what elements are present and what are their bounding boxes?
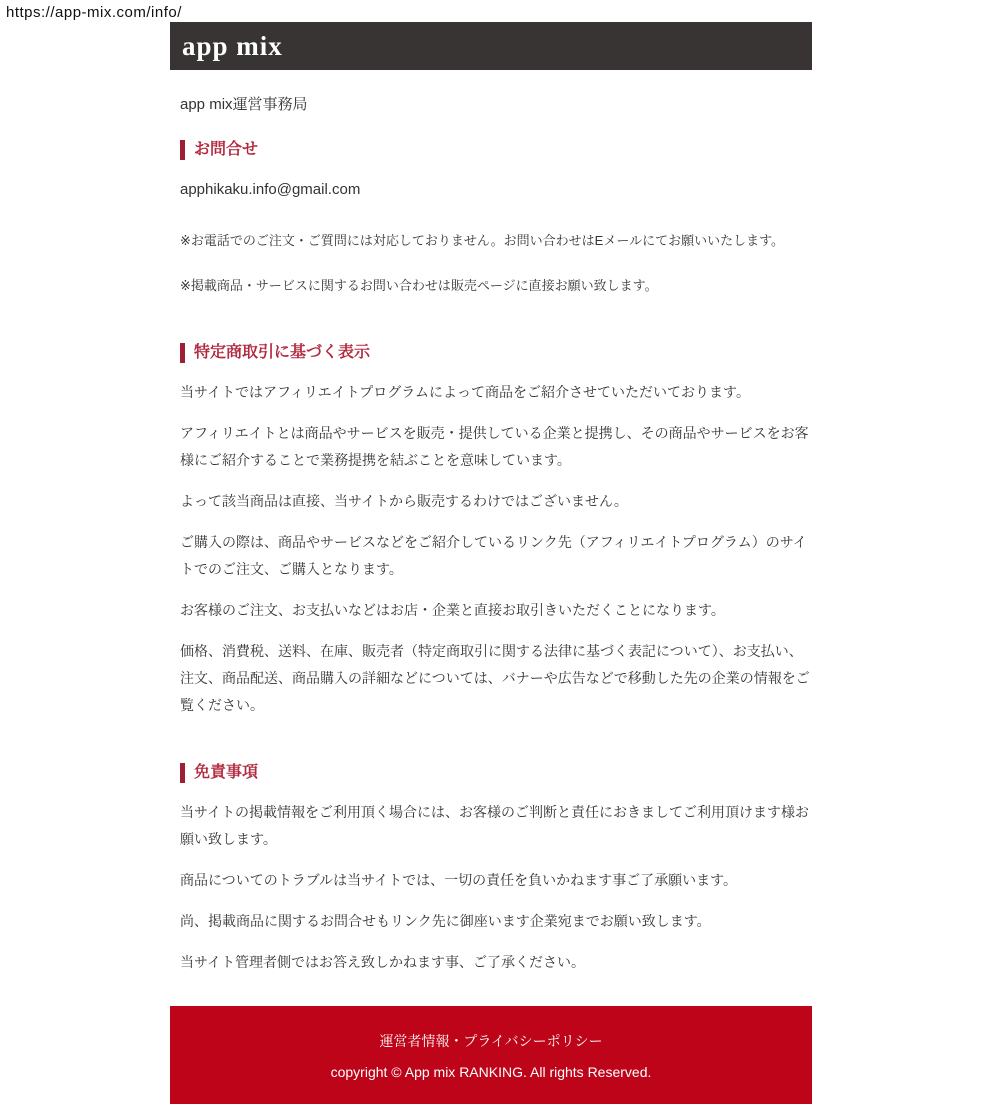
page-container — [170, 22, 812, 1104]
paragraph-purchase-at-linked-site: ご購入の際は、商品やサービスなどをご紹介しているリンク先（アフィリエイトプログラム）のサイトでのご注文、ご購入となります。 — [180, 534, 807, 577]
site-logo-title: app mix — [182, 30, 283, 61]
site-header — [170, 22, 812, 70]
copyright-text: copyright © App mix RANKING. All rights Reserved. — [330, 1064, 652, 1080]
phone-disclaimer-note: ※お電話でのご注文・ご質問には対応しておりません。お問い合わせはEメールにてお願いいたします。 — [180, 233, 785, 248]
section-contact — [180, 140, 812, 299]
section-commerce-disclosure — [180, 343, 812, 719]
section-disclaimer — [180, 763, 812, 976]
page-content — [170, 93, 812, 976]
paragraph-admin-cannot-answer: 当サイト管理者側ではお答え致しかねます事、ご了承ください。 — [180, 954, 586, 970]
site-operator-name: app mix運営事務局 — [180, 96, 308, 113]
paragraph-no-liability: 商品についてのトラブルは当サイトでは、一切の責任を負いかねます事ご了承願います。 — [180, 872, 738, 888]
paragraph-inquiries-to-company: 尚、掲載商品に関するお問合せもリンク先に御座います企業宛までお願い致します。 — [180, 913, 711, 929]
paragraph-affiliate-definition: アフィリエイトとは商品やサービスを販売・提供している企業と提携し、その商品やサービスをお客様にご紹介することで業務提携を結ぶことを意味しています。 — [180, 425, 809, 468]
product-inquiry-note: ※掲載商品・サービスに関するお問い合わせは販売ページに直接お願い致します。 — [180, 278, 658, 293]
paragraph-affiliate-intro: 当サイトではアフィリエイトプログラムによって商品をご紹介させていただいております。 — [180, 384, 750, 400]
operator-privacy-policy-link[interactable]: 運営者情報・プライバシーポリシー — [379, 1033, 603, 1049]
paragraph-no-direct-sales: よって該当商品は直接、当サイトから販売するわけではございません。 — [180, 493, 628, 509]
paragraph-price-details: 価格、消費税、送料、在庫、販売者（特定商取引に関する法律に基づく表記について）、お支払い、注文、商品配送、商品購入の詳細などについては、バナーや広告などで移動した先の企業の情報をご覧ください。 — [180, 643, 810, 713]
disclaimer-heading: 免責事項 — [180, 763, 812, 783]
contact-heading: お問合せ — [180, 140, 812, 160]
site-footer — [170, 1006, 812, 1104]
paragraph-direct-transaction: お客様のご注文、お支払いなどはお店・企業と直接お取引きいただくことになります。 — [180, 602, 725, 618]
browser-url-note: https://app-mix.com/info/ — [6, 4, 182, 21]
contact-email: apphikaku.info@gmail.com — [180, 181, 361, 198]
paragraph-user-responsibility: 当サイトの掲載情報をご利用頂く場合には、お客様のご判断と責任におきましてご利用頂けます様お願い致します。 — [180, 804, 810, 847]
commerce-disclosure-heading: 特定商取引に基づく表示 — [180, 343, 812, 363]
